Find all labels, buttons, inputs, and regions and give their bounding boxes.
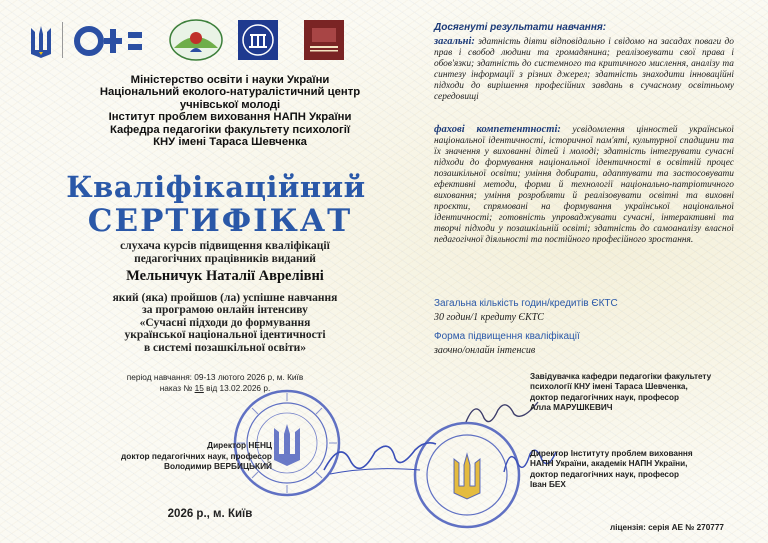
subtitle-line: педагогічних працівників виданий <box>134 252 316 265</box>
ministry-logo-icon <box>74 24 146 58</box>
department-head-signature-block <box>530 372 750 413</box>
trident-icon <box>28 24 54 60</box>
ministry-line: Кафедра педагогіки факультету психології <box>109 123 351 136</box>
institute-director-line: НАПН України, академік НАПН України, <box>530 459 688 469</box>
department-head-line: доктор педагогічних наук, професор <box>530 392 679 402</box>
ministry-line: Міністерство освіти і науки України <box>130 74 330 86</box>
completion-line: який (яка) пройшов (ла) успішне навчання <box>112 292 338 304</box>
subtitle-line: слухача курсів підвищення кваліфікації <box>120 240 330 252</box>
institute-director-line: Директор Інституту проблем виховання <box>530 449 693 458</box>
ministry-line: учнівської молоді <box>179 98 281 111</box>
place-and-year: 2026 р., м. Київ <box>167 508 253 520</box>
certificate-title-line1: Кваліфікаційний <box>66 170 366 204</box>
ministry-line: КНУ імені Тараса Шевченка <box>153 136 307 149</box>
results-heading: Досягнуті результати навчання: <box>434 22 607 33</box>
logo-divider <box>62 22 63 58</box>
department-head-line: психології КНУ імені Тараса Шевченка, <box>530 382 688 392</box>
completion-line: української національної ідентичності <box>124 329 326 342</box>
department-head-line: Завідувачка кафедри педагогіки факультету <box>530 372 712 381</box>
director-left-line: Володимир ВЕРБИЦЬКИЙ <box>164 461 272 471</box>
professional-text: усвідомлення цінностей української національної ідентичності, історичної пам'яті, культурної спадщини та їх значення у вихованні дітей і молоді; здатність інтегрувати сучасні підходи до формування національної ідентичності в освітній процес позашкільної освіти; уміння добирати, адаптувати та застосовувати ефективні методи, форми й технології національно-патріотичного виховання; уміння розробляти й реалізовувати освітні та виховні проєкти, спрямовані на формування української національної ідентичності; готовність упроваджувати сучасні, інтерактивні та творчі підходи у позашкільній освіті; здатність до самоаналізу власної педагогічної діяльності та постійного професійного зростання. <box>434 125 734 245</box>
completion-line: за програмою онлайн інтенсиву <box>142 304 308 317</box>
director-left-line: доктор педагогічних наук, професор <box>121 450 272 461</box>
hours-value: 30 годин/1 кредиту ЄКТС <box>434 312 544 323</box>
institute-director-line: Іван БЕХ <box>530 479 566 489</box>
ministry-line: Інститут проблем виховання НАПН України <box>108 111 352 124</box>
institute-logo-icon <box>238 20 278 60</box>
general-text: здатність діяти відповідально і свідомо на засадах поваги до прав і свобод людини та громадянина; реалізовувати свої права і обов'язки; здатність до системного та критичного мислення, аналізу та синтезу інформації з різних джерел; здатність знаходити інноваційні підходи до вирішення професійних завдань в сучасному освітньому середовищі <box>434 37 734 102</box>
hours-label: Загальна кількість годин/кредитів ЄКТС <box>434 298 618 309</box>
director-nenc-signature-block <box>40 440 272 472</box>
form-label: Форма підвищення кваліфікації <box>434 331 580 342</box>
professional-label: фахові компетентності: <box>434 124 561 135</box>
department-logo-icon <box>304 20 344 60</box>
order-number: 15 <box>194 383 204 393</box>
director-left-line: Директор НЕНЦ <box>207 440 272 450</box>
completion-line: «Сучасні підходи до формування <box>139 316 311 329</box>
ministry-line: Національний еколого-натуралістичний центр <box>99 86 361 99</box>
recipient-name: Мельничук Наталії Аврелівні <box>126 268 324 284</box>
completion-statement <box>40 292 410 354</box>
license-number: ліцензія: серія АЕ № 270777 <box>610 523 724 532</box>
form-value: заочно/онлайн інтенсив <box>434 345 536 356</box>
eco-center-logo-icon <box>168 18 224 62</box>
completion-line: в системі позашкільної освіти» <box>143 341 307 354</box>
logos-row <box>28 18 408 62</box>
institute-director-line: доктор педагогічних наук, професор <box>530 469 679 479</box>
period-line: період навчання: 09-13 лютого 2026 р, м. Київ <box>126 372 304 382</box>
certificate-title-line2: СЕРТИФІКАТ <box>87 203 353 239</box>
issuing-organizations <box>50 74 410 148</box>
certificate-subtitle <box>40 240 410 265</box>
institute-director-signature-block <box>530 449 750 490</box>
department-head-line: Алла МАРУШКЕВИЧ <box>530 402 613 412</box>
professional-competences <box>434 124 734 292</box>
order-suffix: від 13.02.2026 р. <box>206 383 271 393</box>
general-label: загальні: <box>434 36 475 47</box>
order-prefix: наказ № <box>159 383 193 393</box>
